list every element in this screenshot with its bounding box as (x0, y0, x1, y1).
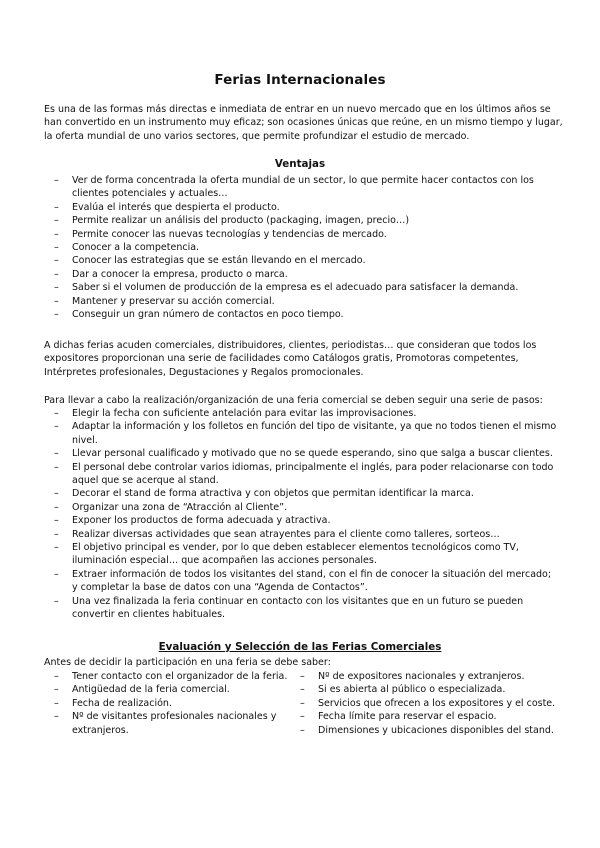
list-item: – Nº de expositores nacionales y extranjeros. (290, 670, 570, 683)
list-item: – Saber si el volumen de producción de la empresa es el adecuado para satisfacer la demanda. (44, 281, 554, 294)
list-item: – Permite realizar un análisis del producto (packaging, imagen, precio…) (44, 214, 554, 227)
list-item: – Fecha de realización. (44, 697, 294, 710)
asistentes-paragraph: A dichas ferias acuden comerciales, distribuidores, clientes, periodistas… que consideran que todos los expositores proporcionan una serie de facilidades como Catálogos gratis, Promotoras competentes, Intérpretes profesionales, Degustaciones y Regalos promocionales. (44, 340, 537, 378)
list-item: – Llevar personal cualificado y motivado que no se quede esperando, sino que salga a buscar clientes. (44, 447, 559, 460)
page-title: Ferias Internacionales (214, 72, 386, 88)
list-item: – Decorar el stand de forma atractiva y con objetos que permitan identificar la marca. (44, 487, 559, 500)
list-item: – El personal debe controlar varios idiomas, principalmente el inglés, para poder relacionarse con todo aquel que se acerque al stand. (44, 461, 559, 488)
pasos-list (44, 407, 559, 622)
list-item: – Conocer a la competencia. (44, 241, 554, 254)
list-item: – Una vez finalizada la feria continuar en contacto con los visitantes que en un futuro se pueden convertir en clientes habituales. (44, 595, 559, 622)
list-item: – Conocer las estrategias que se están llevando en el mercado. (44, 254, 554, 267)
list-item: – Permite conocer las nuevas tecnologías y tendencias de mercado. (44, 228, 554, 241)
evaluacion-intro: Antes de decidir la participación en una feria se debe saber: (44, 657, 331, 668)
list-item: – Tener contacto con el organizador de la feria. (44, 670, 294, 683)
list-item: – Conseguir un gran número de contactos en poco tiempo. (44, 308, 554, 321)
list-item: – Ver de forma concentrada la oferta mundial de un sector, lo que permite hacer contactos con los clientes potenciales y actuales… (44, 174, 554, 201)
intro-paragraph: Es una de las formas más directas e inmediata de entrar en un nuevo mercado que en los últimos años se han convertido en un instrumento muy eficaz; son ocasiones únicas que reúne, en un mismo tiempo y lugar, la oferta mundial de uno varios sectores, que permite profundizar el estudio de mercado. (44, 104, 563, 142)
list-item: – Extraer información de todos los visitantes del stand, con el fin de conocer la situación del mercado; y completar la base de datos con una “Agenda de Contactos”. (44, 568, 559, 595)
list-item: – Organizar una zona de “Atracción al Cliente”. (44, 501, 559, 514)
list-item: – Dimensiones y ubicaciones disponibles del stand. (290, 724, 570, 737)
list-item: – El objetivo principal es vender, por lo que deben establecer elementos tecnológicos como TV, iluminación especial… que acompañen las acciones personales. (44, 541, 559, 568)
list-item: – Fecha límite para reservar el espacio. (290, 710, 570, 723)
list-item: – Nº de visitantes profesionales nacionales y extranjeros. (44, 710, 294, 737)
list-item: – Si es abierta al público o especializada. (290, 683, 570, 696)
evaluacion-heading: Evaluación y Selección de las Ferias Comerciales (158, 641, 442, 653)
list-item: – Dar a conocer la empresa, producto o marca. (44, 268, 554, 281)
list-item: – Mantener y preservar su acción comercial. (44, 295, 554, 308)
ventajas-heading: Ventajas (274, 158, 326, 170)
list-item: – Exponer los productos de forma adecuada y atractiva. (44, 514, 559, 527)
evaluacion-list-right (290, 670, 570, 737)
list-item: – Realizar diversas actividades que sean atrayentes para el cliente como talleres, sorteos… (44, 528, 559, 541)
pasos-intro: Para llevar a cabo la realización/organización de una feria comercial se deben seguir una serie de pasos: (44, 395, 543, 406)
list-item: – Elegir la fecha con suficiente antelación para evitar las improvisaciones. (44, 407, 559, 420)
ventajas-list (44, 174, 554, 321)
list-item: – Adaptar la información y los folletos en función del tipo de visitante, ya que no todos tienen el mismo nivel. (44, 420, 559, 447)
list-item: – Antigüedad de la feria comercial. (44, 683, 294, 696)
list-item: – Servicios que ofrecen a los expositores y el coste. (290, 697, 570, 710)
evaluacion-list-left (44, 670, 294, 737)
list-item: – Evalúa el interés que despierta el producto. (44, 201, 554, 214)
